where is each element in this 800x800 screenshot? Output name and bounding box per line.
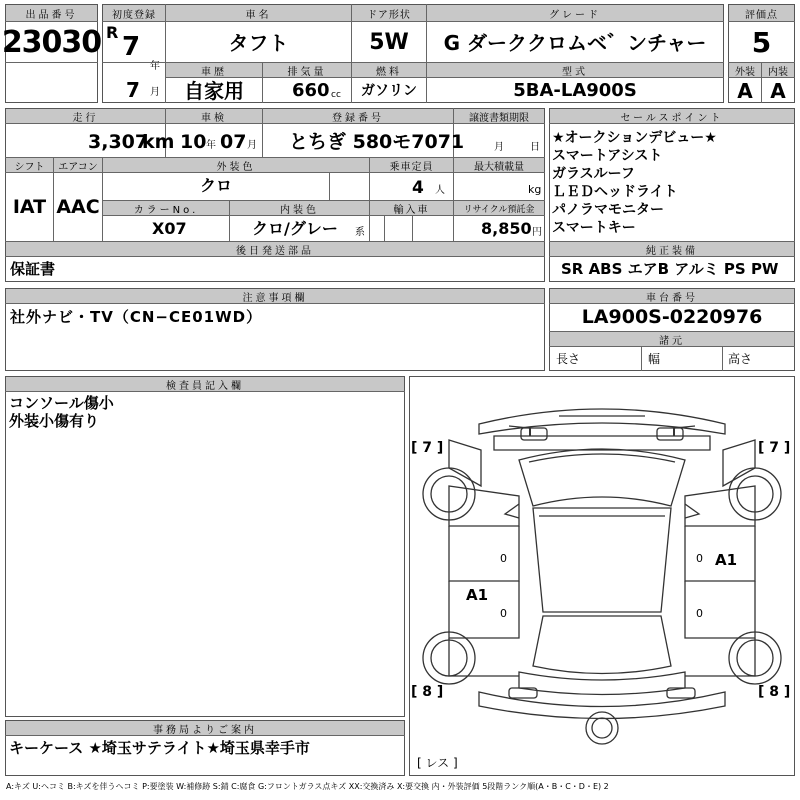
int-color-label: 内装色 [230,201,369,215]
max-load-unit: kg [528,183,542,196]
transfer-day-unit: 日 [530,142,540,153]
registration-value: とちぎ 580モ7071 [289,131,465,153]
sales-point-item: ガラスルーフ [552,166,635,182]
inspection-month-unit: 月 [247,140,257,151]
capacity-unit: 人 [435,185,445,196]
displacement-label: 排気量 [263,63,351,77]
capacity-value: 4 [412,178,424,198]
damage-mark-left: A1 [466,586,489,604]
mileage-unit: km [142,131,175,153]
sales-point-item: スマートキー [552,220,636,236]
model-value: 5BA-LA900S [513,79,637,101]
history-label: 車歴 [166,63,262,77]
transfer-month-unit: 月 [494,142,504,153]
transfer-deadline-label: 譲渡書類期限 [454,109,544,123]
displacement-unit: cc [331,90,341,100]
shift-label: シフト [6,158,53,172]
car-name-label: 車名 [166,5,351,21]
door-value: 5W [369,30,409,55]
first-reg-label: 初度登録 [103,5,165,21]
notes-value: 社外ナビ・TV（CN−CE01WD） [10,308,263,326]
inspection-label: 車検 [166,109,262,123]
office-label: 事務局よりご案内 [6,721,404,735]
aircon-value: AAC [56,195,100,218]
equipment-value: SR ABS エアB アルミ PS PW [561,260,779,278]
tire-rear-left: [ 8 ] [411,684,444,700]
door-zero-right: 0 [696,552,703,565]
max-load-label: 最大積載量 [454,158,544,172]
ext-label: 外装 [729,63,761,77]
specs-width-label: 幅 [648,352,661,366]
ext-color-label: 外装色 [103,158,369,172]
model-label: 型式 [427,63,723,77]
door-zero-right-rear: 0 [696,607,703,620]
specs-length-label: 長さ [556,352,581,366]
lot-label: 出品番号 [6,5,97,21]
fuel-label: 燃料 [352,63,426,77]
inspection-month: 07 [220,131,247,153]
inspector-line-2: 外装小傷有り [9,412,100,430]
sales-point-item: ＬＥＤヘッドライト [552,184,678,200]
specs-height-label: 高さ [728,352,753,366]
first-reg-month: 7 [126,78,140,102]
recycle-unit: 円 [532,227,542,238]
door-zero-left: 0 [500,552,507,565]
int-score: A [770,78,786,103]
mileage-value: 3,307 [88,131,149,153]
lot-number: 23030 [1,25,102,60]
recycle-value: 8,850 [481,219,532,238]
sales-points-label: セールスポイント [550,109,794,123]
int-color-value: クロ/グレー [252,219,338,238]
first-reg-month-unit: 月 [150,87,160,98]
ext-color-value: クロ [199,176,232,195]
score-value: 5 [751,26,772,59]
aircon-label: エアコン [54,158,102,172]
door-zero-left-rear: 0 [500,607,507,620]
chassis-label: 車台番号 [550,289,794,303]
color-no-label: カラーNo. [103,201,229,215]
rescue-mark: [ レス ] [417,756,458,770]
later-parts-value: 保証書 [10,260,56,278]
inspector-line-1: コンソール傷小 [9,394,114,412]
damage-mark-right: A1 [715,551,738,569]
first-reg-year: 7 [122,32,141,62]
score-label: 評価点 [729,5,794,21]
tire-front-right: [ 7 ] [758,440,791,456]
sales-point-item: スマートアシスト [552,148,663,164]
displacement-value: 660 [292,80,330,101]
tire-rear-right: [ 8 ] [758,684,791,700]
first-reg-era: R [106,23,119,42]
mileage-label: 走行 [6,109,165,123]
recycle-label: リサイクル預託金 [454,201,544,215]
door-label: ドア形状 [352,5,426,21]
inspection-year: 10 [180,131,207,153]
car-diagram [409,376,795,776]
specs-label: 諸元 [550,332,794,346]
grade-value: G ダーククロムベ゛ンチャー [443,31,707,55]
equipment-label: 純正装備 [550,242,794,256]
ext-score: A [737,78,753,103]
notes-label: 注意事項欄 [6,289,544,303]
tire-front-left: [ 7 ] [411,440,444,456]
registration-label: 登録番号 [263,109,453,123]
grade-label: グレード [427,5,723,21]
first-reg-year-unit: 年 [150,61,160,72]
inspection-year-unit: 年 [206,140,216,151]
sales-point-item: パノラマモニター [552,202,664,218]
chassis-value: LA900S-0220976 [581,306,763,328]
color-no-value: X07 [152,219,187,238]
legend-text: A:キズ U:ヘコミ B:キズを伴うヘコミ P:要塗装 W:補修跡 S:錆 C:腐食 G:フロントガラス点キズ XX:交換済み X:要交換 内・外装評価 5段階ランク順(A・B・C・D・E) 2 [6,782,609,791]
int-color-suffix: 系 [355,227,365,238]
inspector-label: 検査員記入欄 [6,377,404,391]
capacity-label: 乗車定員 [370,158,453,172]
shift-value: IAT [12,195,47,218]
import-label: 輸入車 [370,201,453,215]
car-name-value: タフト [228,31,289,55]
sales-point-item: ★オークションデビュー★ [552,130,717,146]
office-value: キーケース ★埼玉サテライト★埼玉県幸手市 [9,739,310,757]
later-parts-label: 後日発送部品 [6,242,544,256]
int-label: 内装 [762,63,794,77]
fuel-value: ガソリン [361,82,417,99]
history-value: 自家用 [184,78,244,103]
